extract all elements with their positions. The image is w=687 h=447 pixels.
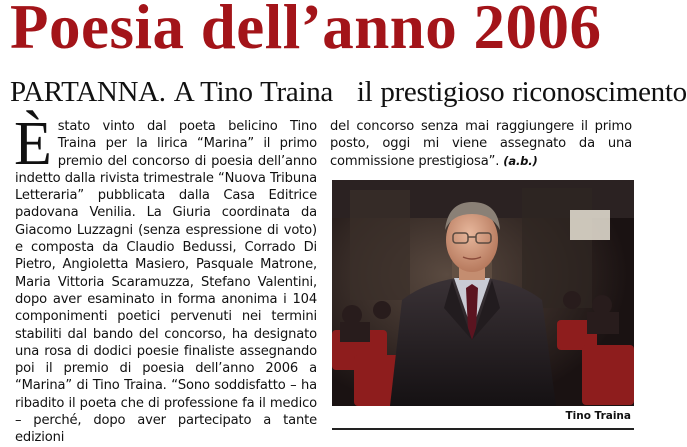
subheadline <box>10 74 687 110</box>
subhead-rest: il prestigioso riconoscimento <box>356 76 687 108</box>
photo-caption: Tino Traina <box>565 410 631 422</box>
bottom-rule <box>332 428 634 430</box>
drop-cap: È <box>14 110 52 178</box>
author-signature: (a.b.) <box>503 153 538 168</box>
article-paragraph-continued <box>330 118 632 170</box>
article-column-2 <box>330 118 632 178</box>
headline: Poesia dell’anno 2006 <box>10 0 602 62</box>
article-paragraph <box>14 110 317 447</box>
article-column-1 <box>14 110 317 446</box>
subhead-lead: A Tino Traina <box>173 76 333 108</box>
article-body-col2: del concorso senza mai raggiungere il primo posto, oggi mi viene assegnato da una commissione prestigiosa”. <box>330 119 632 169</box>
article-body-col1: stato vinto dal poeta belicino Tino Traina per la lirica “Marina” il primo premio del concorso di poesia dell’anno indetto dalla rivista trimestrale “Nuova Tribuna Letteraria” pubblicata dalla Casa Editrice padovana Venilia. La Giuria coordinata da Giacomo Luzzagni (senza espressione di voto) e composta da Claudio Bedussi, Corrado Di Pietro, Angioletta Masiero, Pasquale Matrone, Maria Vittoria Scaramuzza, Stefano Valentini, dopo aver esaminato in forma anonima i 104 componimenti poetici pervenuti nei termini stabiliti dal bando del concorso, ha designato una rosa di dodici poesie finaliste assegnando poi il premio di poesia dell’anno 2006 a “Marina” di Tino Traina. “Sono soddisfatto – ha ribadito il poeta che di professione fa il medico – perché, dopo aver partecipato a tante edizioni <box>15 119 317 446</box>
portrait-photo <box>332 180 634 406</box>
subhead-place: PARTANNA. <box>10 76 166 108</box>
photo-illustration <box>332 180 634 406</box>
